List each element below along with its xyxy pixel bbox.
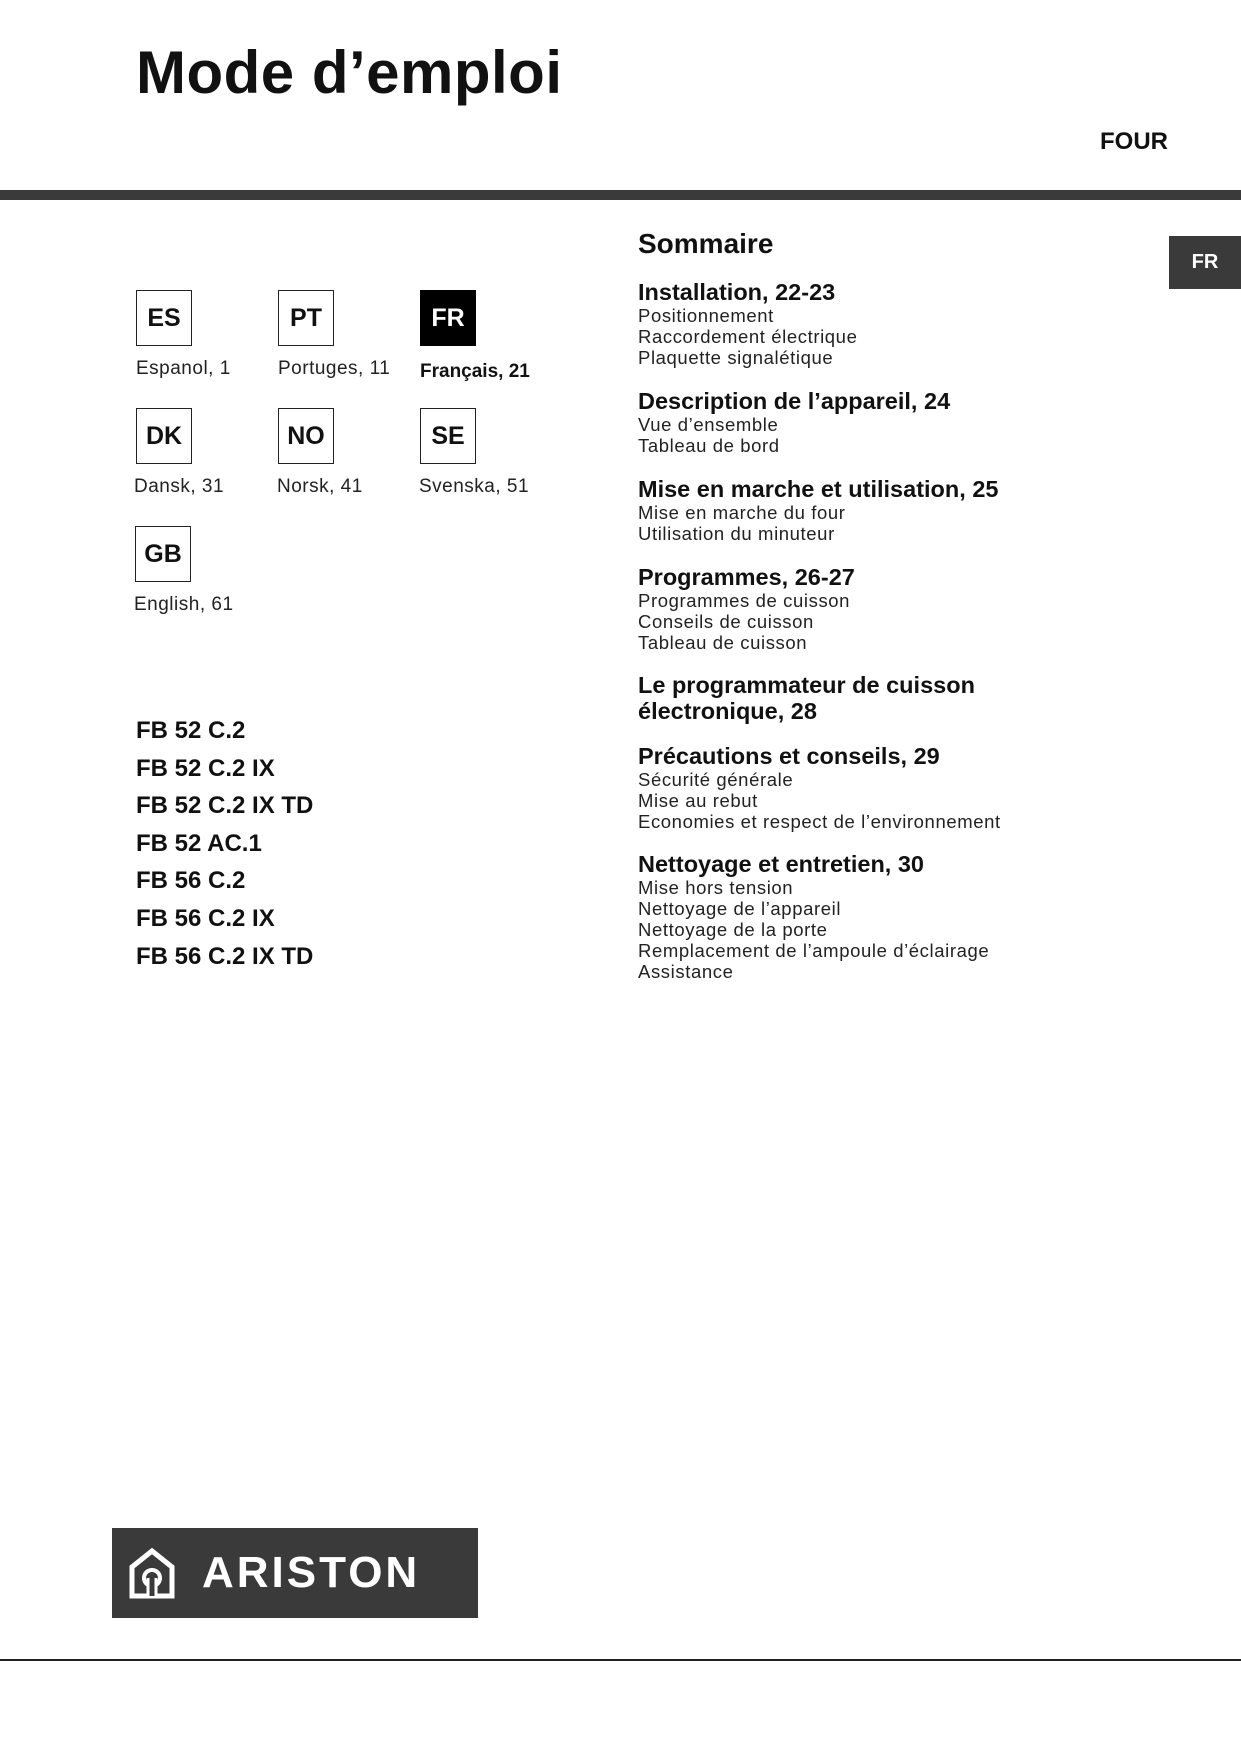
toc-section-installation xyxy=(638,279,857,368)
language-name-pt: Portuges, 11 xyxy=(278,358,391,379)
language-code-es: ES xyxy=(136,290,192,346)
toc-section-title: Mise en marche et utilisation, 25 xyxy=(638,476,999,502)
toc-section-mise-en-marche xyxy=(638,476,998,544)
toc-section-title: Le programmateur de cuisson xyxy=(638,672,975,698)
toc-item: Economies et respect de l’environnement xyxy=(638,811,1001,832)
toc-section-title: électronique, 28 xyxy=(638,698,817,724)
document-title: Mode d’emploi xyxy=(136,39,563,106)
language-code-dk: DK xyxy=(136,408,192,464)
language-code-se: SE xyxy=(420,408,476,464)
toc-item: Tableau de bord xyxy=(638,435,780,456)
model-item: FB 52 C.2 xyxy=(136,717,246,744)
toc-section-title: Description de l’appareil, 24 xyxy=(638,388,951,414)
language-name-gb: English, 61 xyxy=(134,594,234,615)
brand-logo xyxy=(112,1528,478,1618)
language-code-gb: GB xyxy=(135,526,191,582)
model-item: FB 52 C.2 IX TD xyxy=(136,792,314,820)
toc-section-description xyxy=(638,388,950,456)
model-item: FB 56 C.2 xyxy=(136,867,246,895)
language-code-fr: FR xyxy=(420,290,476,346)
product-type-label: FOUR xyxy=(1100,128,1168,155)
model-item: FB 52 AC.1 xyxy=(136,829,262,857)
toc-item: Positionnement xyxy=(638,305,774,326)
footer-divider xyxy=(0,1659,1241,1661)
toc-item: Mise en marche du four xyxy=(638,502,846,523)
house-icon xyxy=(128,1547,176,1599)
header-divider xyxy=(0,190,1241,200)
model-item: FB 52 C.2 IX xyxy=(136,754,275,782)
toc-item: Nettoyage de la porte xyxy=(638,919,828,940)
toc-item: Sécurité générale xyxy=(638,769,794,790)
toc-item: Remplacement de l’ampoule d’éclairage xyxy=(638,940,990,961)
toc-item: Plaquette signalétique xyxy=(638,347,834,368)
language-name-es: Espanol, 1 xyxy=(136,358,231,379)
toc-section-title: Programmes, 26-27 xyxy=(638,564,855,590)
toc-section-precautions xyxy=(638,743,1001,832)
language-name-no: Norsk, 41 xyxy=(277,476,363,497)
model-item: FB 56 C.2 IX TD xyxy=(136,942,314,970)
toc-item: Programmes de cuisson xyxy=(638,590,851,611)
toc-section-nettoyage xyxy=(638,851,989,982)
language-tab: FR xyxy=(1169,236,1241,289)
toc-section-title: Nettoyage et entretien, 30 xyxy=(638,851,925,877)
model-list xyxy=(136,712,313,975)
language-code-pt: PT xyxy=(278,290,334,346)
toc-item: Mise hors tension xyxy=(638,877,794,898)
toc-item: Nettoyage de l’appareil xyxy=(638,898,842,919)
toc-heading: Sommaire xyxy=(638,228,774,259)
toc-section-title: Précautions et conseils, 29 xyxy=(638,743,940,769)
model-item: FB 56 C.2 IX xyxy=(136,904,275,932)
language-name-se: Svenska, 51 xyxy=(419,476,530,497)
toc-section-programmes xyxy=(638,564,855,653)
language-name-dk: Dansk, 31 xyxy=(134,476,225,497)
toc-item: Raccordement électrique xyxy=(638,326,858,347)
brand-name: ARISTON xyxy=(202,1548,421,1597)
toc-item: Tableau de cuisson xyxy=(638,632,808,653)
toc-item: Conseils de cuisson xyxy=(638,611,814,632)
language-code-no: NO xyxy=(278,408,334,464)
toc-item: Utilisation du minuteur xyxy=(638,523,835,544)
language-name-fr: Français, 21 xyxy=(420,361,530,382)
toc-section-programmateur xyxy=(638,672,975,724)
toc-item: Mise au rebut xyxy=(638,790,758,811)
toc-item: Assistance xyxy=(638,961,734,982)
toc-section-title: Installation, 22-23 xyxy=(638,279,836,305)
toc-item: Vue d’ensemble xyxy=(638,414,779,435)
